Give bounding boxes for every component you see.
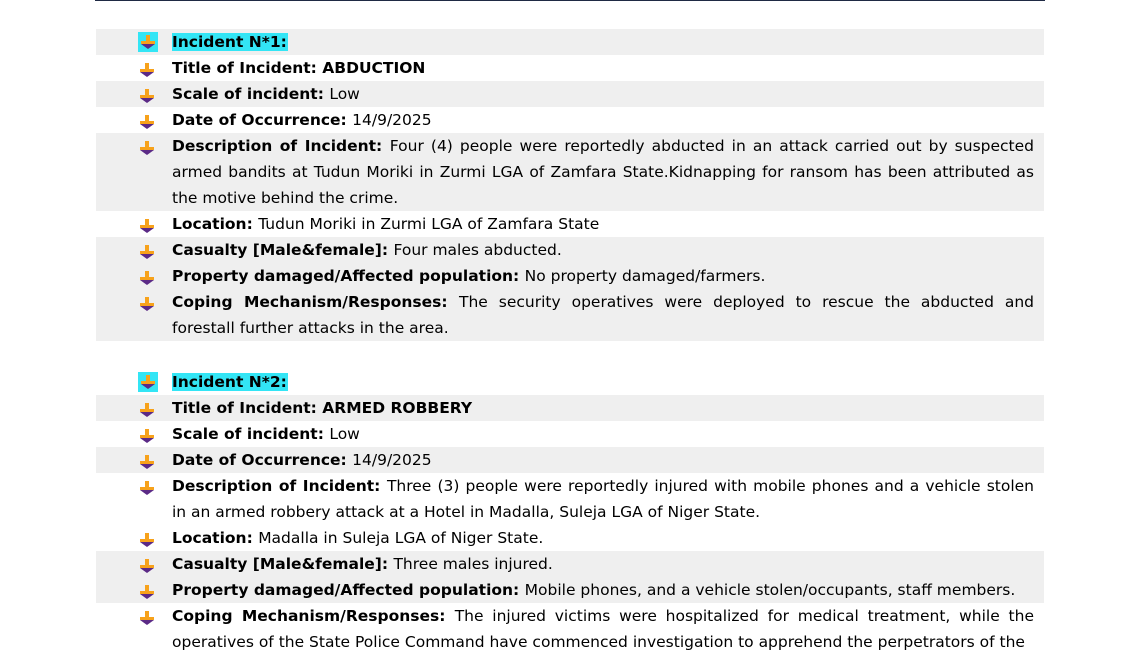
field-label: Description of Incident:	[172, 137, 390, 155]
arrow-bullet-icon	[139, 60, 155, 76]
incident-scale-row	[96, 81, 1044, 107]
incident-location-row	[96, 211, 1044, 237]
incident-property-row	[96, 263, 1044, 289]
incident-section-1	[96, 29, 1044, 341]
incident-heading-row	[96, 369, 1044, 395]
field-value: The security operatives were deployed to rescue the abducted and forestall further attacks in the area.	[172, 293, 1034, 337]
field-label: Property damaged/Affected population:	[172, 267, 525, 285]
field-label: Coping Mechanism/Responses:	[172, 607, 455, 625]
field-label: Coping Mechanism/Responses:	[172, 293, 459, 311]
arrow-bullet-icon	[139, 112, 155, 128]
incident-coping-row	[96, 289, 1044, 341]
incident-casualty-row	[96, 551, 1044, 577]
incident-heading: Incident N*1:	[172, 33, 287, 51]
field-value: Three (3) people were reportedly injured with mobile phones and a vehicle stolen in an armed robbery attack at a Hotel in Madalla, Suleja LGA of Niger State.	[172, 477, 1034, 521]
field-value: Low	[329, 85, 360, 103]
incident-coping-row	[96, 603, 1044, 655]
field-label: Description of Incident:	[172, 477, 387, 495]
field-value: ABDUCTION	[322, 59, 426, 77]
incident-casualty-row	[96, 237, 1044, 263]
field-label: Location:	[172, 215, 259, 233]
arrow-bullet-icon	[139, 400, 155, 416]
arrow-bullet-icon	[139, 582, 155, 598]
field-value: The injured victims were hospitalized for medical treatment, while the operatives of the State Police Command have commenced investigation to apprehend the perpetrators of the	[172, 607, 1034, 651]
field-label: Scale of incident:	[172, 85, 330, 103]
arrow-bullet-icon	[139, 608, 155, 624]
arrow-bullet-icon	[139, 86, 155, 102]
field-label: Title of Incident:	[172, 59, 323, 77]
arrow-bullet-icon	[139, 478, 155, 494]
arrow-bullet-icon	[139, 216, 155, 232]
incident-scale-row	[96, 421, 1044, 447]
field-value: ARMED ROBBERY	[322, 399, 473, 417]
field-value: 14/9/2025	[352, 451, 432, 469]
arrow-bullet-icon	[139, 452, 155, 468]
field-label: Location:	[172, 529, 259, 547]
field-label: Property damaged/Affected population:	[172, 581, 525, 599]
arrow-bullet-icon	[139, 138, 155, 154]
field-label: Scale of incident:	[172, 425, 330, 443]
arrow-bullet-icon	[139, 294, 155, 310]
arrow-bullet-icon	[139, 426, 155, 442]
field-value: Four males abducted.	[393, 241, 562, 259]
field-label: Title of Incident:	[172, 399, 323, 417]
field-value: Mobile phones, and a vehicle stolen/occupants, staff members.	[524, 581, 1016, 599]
incident-property-row	[96, 577, 1044, 603]
arrow-bullet-icon	[138, 32, 158, 52]
field-value: Four (4) people were reportedly abducted in an attack carried out by suspected armed bandits at Tudun Moriki in Zurmi LGA of Zamfara State.Kidnapping for ransom has been attributed as the motive behind the crime.	[172, 137, 1035, 207]
arrow-bullet-icon	[139, 530, 155, 546]
field-value: No property damaged/farmers.	[524, 267, 766, 285]
field-label: Date of Occurrence:	[172, 111, 353, 129]
arrow-bullet-icon	[139, 556, 155, 572]
incident-title-row	[96, 395, 1044, 421]
arrow-bullet-icon	[139, 242, 155, 258]
page-frame-bottom-edge	[95, 0, 1045, 1]
field-value: 14/9/2025	[352, 111, 432, 129]
arrow-bullet-icon	[139, 268, 155, 284]
incident-date-row	[96, 447, 1044, 473]
field-value: Madalla in Suleja LGA of Niger State.	[258, 529, 544, 547]
incident-section-2	[96, 369, 1044, 655]
field-value: Three males injured.	[393, 555, 553, 573]
incident-date-row	[96, 107, 1044, 133]
incident-description-row	[96, 133, 1044, 211]
incident-description-row	[96, 473, 1044, 525]
incident-heading-row	[96, 29, 1044, 55]
field-label: Date of Occurrence:	[172, 451, 353, 469]
incident-heading: Incident N*2:	[172, 373, 287, 391]
incident-title-row	[96, 55, 1044, 81]
field-value: Low	[329, 425, 360, 443]
arrow-bullet-icon	[138, 372, 158, 392]
field-label: Casualty [Male&female]:	[172, 555, 394, 573]
field-value: Tudun Moriki in Zurmi LGA of Zamfara State	[258, 215, 600, 233]
incident-location-row	[96, 525, 1044, 551]
field-label: Casualty [Male&female]:	[172, 241, 394, 259]
